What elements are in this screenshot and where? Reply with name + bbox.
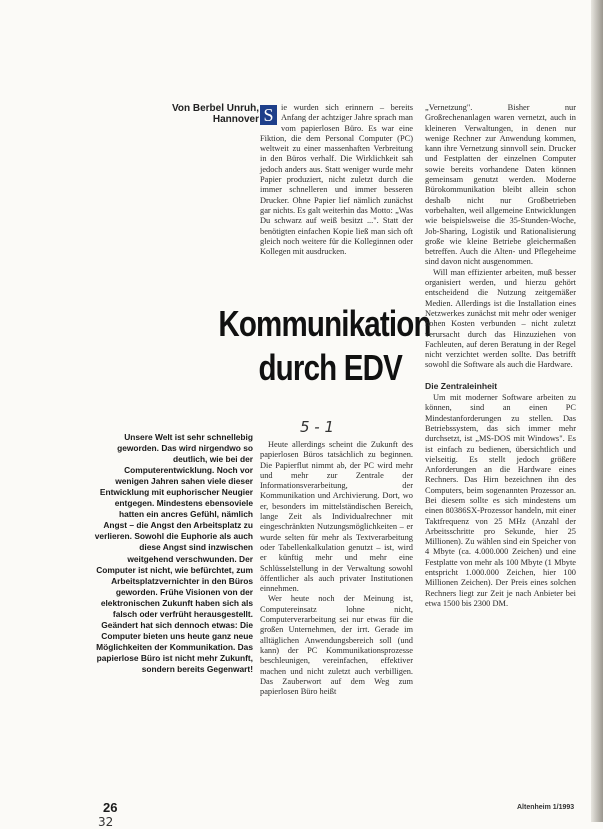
intro-paragraph xyxy=(260,103,413,257)
article-title xyxy=(218,302,431,390)
footer-source: Altenheim 1/1993 xyxy=(517,804,575,811)
right-paragraph-2: Will man effizienter arbeiten, muß besser organisiert werden, und hierzu gehört entscheidend die Nutzung zeitgemäßer Medien. Allerdings ist die Installation eines Netzwerkes zunächst mit mehr oder weniger hohen Kosten verbunden – nicht zuletzt verursacht durch das Hinzuziehen von Fachleuten, auf deren Beratung in der Regel nicht verzichtet werden sollte. Das betrifft sowohl die Software als auch die Hardware. xyxy=(425,267,576,370)
intro-text: ie wurden sich erinnern – bereits Anfang der achtziger Jahre sprach man vom papierlosen Büro. Es war eine Fiktion, die dem Personal Computer (PC) weltweit zu einer massenhaften Verbreitung in den Büros verhalf. Die Wirklichkeit sah jedoch anders aus. Statt weniger wurde mehr Papier produziert, nicht zuletzt durch die immer schnelleren und immer besseren Drucker. Ohne Papier lief nämlich zunächst gar nichts. Es galt weiterhin das Motto: „Was Du schwarz auf weiß besitzt ...". Statt der benötigten einfachen Kopie ließ man sich oft gleich noch weitere für die Kolleginnen oder Kollegen mit ausdrucken. xyxy=(260,103,413,257)
page-edge-shadow xyxy=(591,0,603,822)
page-number: 26 xyxy=(103,800,118,815)
right-paragraph-3: Um mit moderner Software arbeiten zu können, sind an einen PC Mindestanforderungen zu stellen. Das Betriebssystem, das sich immer mehr durchsetzt, ist „MS-DOS mit Windows". Es ist einfach zu bedienen, übersichtlich und vielseitig. Es stellt jedoch größere Anforderungen an die Hardware eines Rechners. Das Hirn bezeichnen ihn des Computers, beim sogenannten Prozessor an. Bei diesem sollte es sich mindestens um einen 80386SX-Prozessor handeln, mit einer Taktfrequenz von 25 MHz (Anzahl der Arbeitsschritte pro Sekunde, hier 25 Millionen). Zu wählen sind ein Speicher von 4 Mbyte (ca. 4.000.000 Zeichen) und eine Festplatte von mehr als 100 Mbyte (1 Mbyte entspricht 1.000.000 Zeichen, hier 100 Millionen Zeichen). Der Preis eines solchen Rechners liegt zur Zeit je nach Anbieter bei etwa 1500 bis 2300 DM. xyxy=(425,393,576,608)
lead-paragraph: Unsere Welt ist sehr schnellebig geworden. Das wird nirgendwo so deutlich, wie bei der Computerentwicklung. Noch vor wenigen Jahren sahen viele dieser Entwicklung mit euphorischer Neugier entgegen. Mindestens ebensoviele hatten ein ancres Gefühl, nämlich Angst – die Angst den Arbeitsplatz zu verlieren. Sowohl die Euphorie als auch diese Angst sind inzwischen weitgehend verschwunden. Der Computer ist nicht, wie befürchtet, zum Arbeitsplatzvernichter in den Büros geworden. Frühe Visionen von der elektronischen Zukunft haben sich als falsch oder verfrüht herausgestellt. Geändert hat sich dennoch etwas: Die Computer bieten uns heute ganz neue Möglichkeiten der Kommunikation. Das papierlose Büro ist nicht mehr Zukunft, sondern bereits Gegenwart! xyxy=(94,432,253,674)
title-line-1: Kommunikation xyxy=(218,303,431,344)
middle-column xyxy=(260,440,413,697)
handwritten-page-number: 32 xyxy=(98,815,114,829)
right-column xyxy=(425,103,576,609)
middle-paragraph-1: Heute allerdings scheint die Zukunft des papierlosen Büros tatsächlich zu beginnen. Die Papierflut nimmt ab, der PC wird mehr und mehr zur Zentrale der Informationsverarbeitung, der Kommunikation und Archivierung. Dort, wo er, besonders im mittelständischen Bereich, lange Zeit als Individualrechner mit eingeschränkten Nutzungsmöglichkeiten – er wurde selten für mehr als Textverarbeitung oder Tabellenkalkulation genutzt – ist, wird er künftig mehr und mehr eine Schlüsselstellung in der Verwaltung sowohl öffentlicher als auch privater Institutionen einnehmen. xyxy=(260,440,413,594)
handwritten-mark: 5 - 1 xyxy=(300,418,335,436)
byline: Von Berbel Unruh, Hannover xyxy=(171,103,259,125)
section-heading: Die Zentraleinheit xyxy=(425,380,498,391)
title-line-2: durch EDV xyxy=(258,347,402,388)
right-paragraph-1: „Vernetzung". Bisher nur Großrechenanlagen waren vernetzt, auch in kleineren Verwaltungen, in denen nur wenige Rechner zur Anwendung kommen, kann ihre Vernetzung sinnvoll sein. Drucker und Festplatten der einzelnen Computer sowie bereits vorhandene Daten können gemeinsam genutzt werden. Moderne Bürokommunikation bleibt allein schon deshalb nicht nur Großbetrieben vorbehalten, weil allgemeine Entwicklungen wie beispielsweise die 35-Stunden-Woche, Job-Sharing, Logistik und Rationalisierung große wie kleine Betriebe gleichermaßen betreffen. Auch die Alten- und Pflegeheime sind davon nicht ausgenommen. xyxy=(425,103,576,267)
drop-cap: S xyxy=(260,105,277,125)
intro-column xyxy=(260,103,413,257)
middle-paragraph-2: Wer heute noch der Meinung ist, Computereinsatz lohne nicht, Computerverarbeitung sei nur etwas für die großen Unternehmen, der irrt. Gerade im alltäglichen Anwendungsbereich soll (und kann) der PC Kommunikationsprozesse beschleunigen, vereinfachen, effektiver machen und nicht zuletzt auch verbilligen. Das Zauberwort auf dem Weg zum papierlosen Büro heißt xyxy=(260,594,413,697)
